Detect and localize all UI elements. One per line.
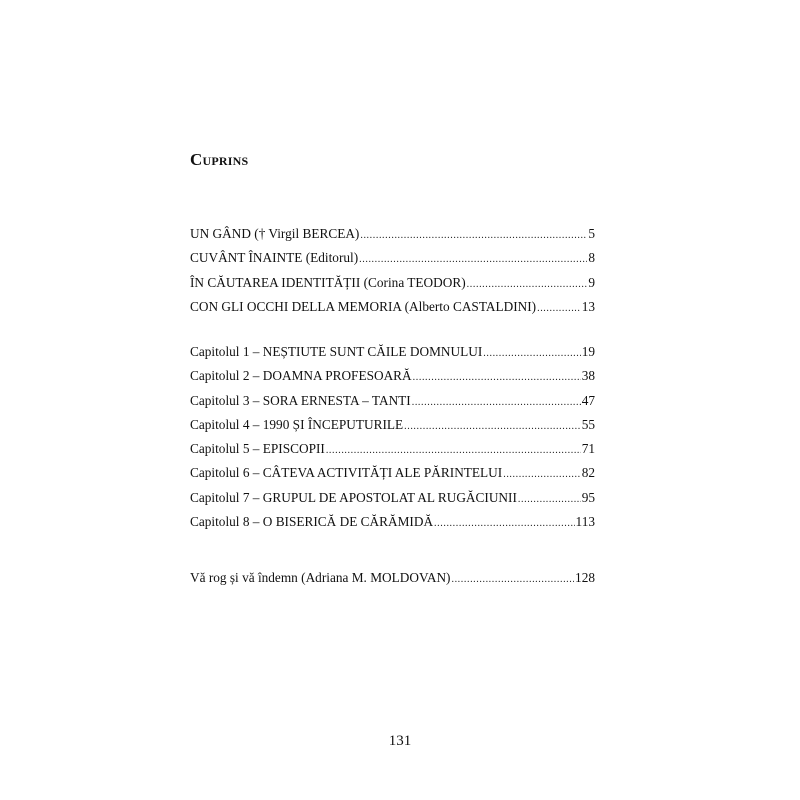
dot-leader [326,445,581,456]
toc-entry [190,226,595,250]
toc-entry-title: CON GLI OCCHI DELLA MEMORIA (Alberto CASTALDINI) [190,298,537,314]
toc-entry-title: CUVÂNT ÎNAINTE (Editorul) [190,250,359,266]
toc-entry-page: 38 [581,368,595,384]
toc-entry [190,570,595,594]
toc-entry [190,514,595,538]
toc-entry-page: 13 [581,298,595,314]
toc-intro-list [190,226,595,323]
toc-entry-title: Capitolul 1 – NEȘTIUTE SUNT CĂILE DOMNULUI [190,344,483,359]
toc-entry-title: Capitolul 3 – SORA ERNESTA – TANTI [190,392,411,408]
dot-leader [518,494,581,505]
toc-entry-title: Capitolul 7 – GRUPUL DE APOSTOLAT AL RUGĂCIUNII [190,489,517,505]
toc-entry-page: 71 [581,441,595,457]
dot-leader [434,518,575,529]
dot-leader [360,230,587,241]
toc-entry-title: Capitolul 2 – DOAMNA PROFESOARĂ [190,368,412,384]
toc-entry-title: ÎN CĂUTAREA IDENTITĂȚII (Corina TEODOR) [190,274,466,290]
page-number: 131 [388,733,412,749]
toc-entry-title: Capitolul 4 – 1990 ȘI ÎNCEPUTURILE [190,416,404,432]
toc-entry-page: 95 [581,489,595,505]
toc-entry-title: Capitolul 8 – O BISERICĂ DE CĂRĂMIDĂ [190,514,434,530]
toc-entry [190,344,595,368]
toc-entry-page: 128 [575,570,595,585]
toc-entry-page: 55 [581,416,595,432]
toc-entry [190,465,595,489]
toc-heading: Cuprins [190,150,249,169]
dot-leader [412,397,581,408]
toc-entry [190,368,595,392]
dot-leader [451,574,574,585]
dot-leader [483,348,580,359]
toc-entry-title: Capitolul 5 – EPISCOPII [190,441,325,457]
toc-closing-list [190,570,595,594]
toc-entry-title: Capitolul 6 – CÂTEVA ACTIVITĂȚI ALE PĂRINTELUI [190,465,503,481]
toc-entry [190,250,595,274]
toc-entry [190,417,595,441]
toc-entry-title: UN GÂND († Virgil BERCEA) [190,226,360,241]
toc-entry [190,393,595,417]
toc-entry [190,275,595,299]
dot-leader [503,469,580,480]
toc-chapters-list [190,344,595,538]
toc-entry-page: 113 [575,514,595,530]
dot-leader [467,279,588,290]
toc-entry [190,490,595,514]
toc-entry-page: 8 [588,250,595,266]
toc-entry [190,299,595,323]
toc-entry-page: 5 [588,226,595,241]
toc-entry-page: 9 [588,274,595,290]
toc-entry-page: 19 [581,344,595,359]
toc-entry-page: 82 [581,465,595,481]
dot-leader [537,303,581,314]
dot-leader [359,254,587,265]
dot-leader [404,421,581,432]
dot-leader [413,372,581,383]
toc-entry-title: Vă rog și vă îndemn (Adriana M. MOLDOVAN) [190,570,451,585]
toc-entry [190,441,595,465]
toc-entry-page: 47 [581,392,595,408]
